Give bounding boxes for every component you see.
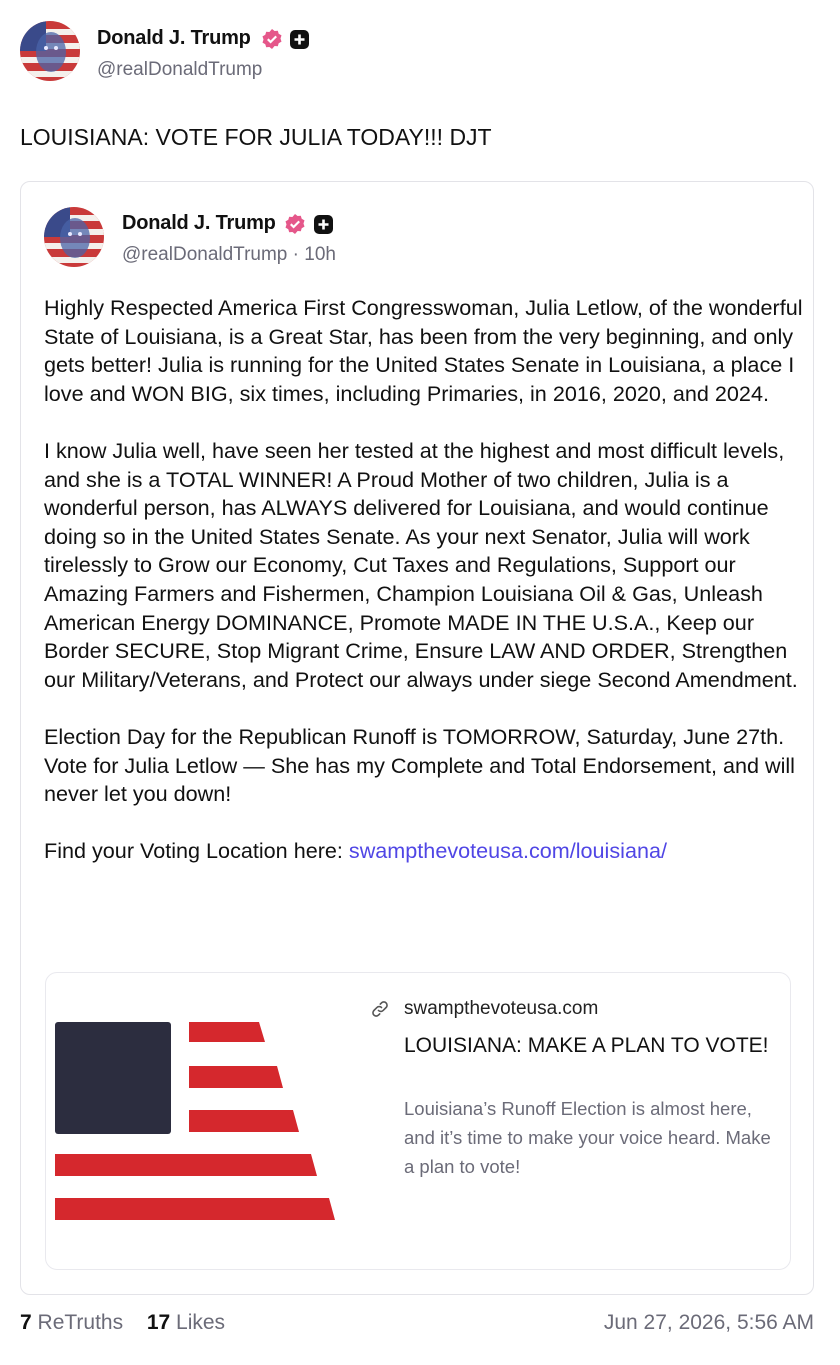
author-handle[interactable]: @realDonaldTrump (97, 59, 263, 80)
plus-badge-icon (289, 29, 310, 55)
link-icon (370, 999, 390, 1024)
quoted-time-ago: · 10h (292, 244, 336, 265)
card-title[interactable]: LOUISIANA: MAKE A PLAN TO VOTE! (404, 1034, 769, 1057)
quoted-author-meta[interactable] (122, 244, 336, 266)
voting-location-link[interactable]: swampthevoteusa.com/louisiana/ (348, 838, 667, 864)
likes-stat[interactable] (147, 1311, 225, 1334)
likes-label: Likes (176, 1311, 226, 1334)
card-domain[interactable]: swampthevoteusa.com (404, 998, 599, 1019)
card-description: Louisiana’s Runoff Election is almost here, and it’s time to make your voice heard. Make a plan to vote! (404, 1098, 771, 1177)
plus-badge-icon (313, 214, 334, 240)
retruths-stat[interactable] (20, 1311, 123, 1334)
retruths-label: ReTruths (37, 1311, 124, 1334)
retruths-count: 7 (20, 1311, 32, 1334)
post-timestamp[interactable]: Jun 27, 2026, 5:56 AM (603, 1311, 814, 1334)
post-text: LOUISIANA: VOTE FOR JULIA TODAY!!! DJT (20, 124, 492, 150)
quoted-author-handle[interactable]: @realDonaldTrump (122, 244, 288, 265)
quoted-author-name[interactable]: Donald J. Trump (122, 212, 276, 234)
likes-count: 17 (146, 1311, 171, 1334)
verified-badge-icon (261, 28, 283, 55)
quoted-paragraph: I know Julia well, have seen her tested at the highest and most difficult levels, and she is a TOTAL WINNER! A Proud Mother of two children, Julia is a wonderful person, has ALWAYS delivered for Louisiana, and would continue doing so in the United States Senate. As your next Senator, Julia will work tirelessly to Grow our Economy, Cut Taxes and Regulations, Support our Amazing Farmers and Fishermen, Champion Louisiana Oil & Gas, Unleash American Energy DOMINANCE, Promote MADE IN THE U.S.A., Keep our Border SECURE, Stop Migrant Crime, Ensure LAW AND ORDER, Strengthen our Military/Veterans, and Protect our always under siege Second Amendment. (44, 437, 798, 692)
quoted-paragraph: Highly Respected America First Congresswoman, Julia Letlow, of the wonderful State of Louisiana, is a Great Star, has been from the very beginning, and only gets better! Julia is running for the United States Senate in Louisiana, a place I love and WON BIG, six times, including Primaries, in 2016, 2020, and 2024. (44, 295, 803, 406)
post-stats (20, 1311, 225, 1335)
quoted-paragraph: Election Day for the Republican Runoff is TOMORROW, Saturday, June 27th. Vote for Julia Letlow — She has my Complete and Total Endorsement, and will never let you down! (44, 723, 795, 807)
voting-location-prefix: Find your Voting Location here: (44, 838, 349, 864)
verified-badge-icon (284, 213, 306, 240)
author-name[interactable]: Donald J. Trump (97, 27, 251, 49)
quoted-post-body (44, 294, 804, 894)
quoted-avatar[interactable] (44, 207, 104, 267)
card-flag-image (53, 1018, 338, 1229)
avatar[interactable] (20, 21, 80, 81)
voting-location-line (44, 837, 804, 866)
